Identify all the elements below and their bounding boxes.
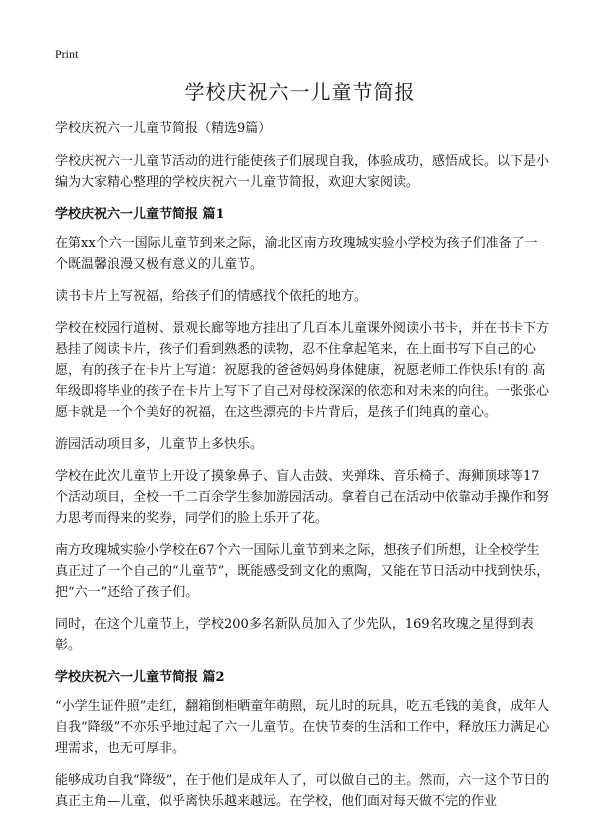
document-subtitle: 学校庆祝六一儿童节简报（精选9篇） (55, 121, 272, 136)
paragraph: 同时，在这个儿童节上，学校200多名新队员加入了少先队，169名玫瑰之星得到表彰。 (55, 617, 534, 653)
paragraph: 能够成功自我“降级”，在于他们是成年人了，可以做自己的主。然而，六一这个节日的真正主角—儿童，似乎离快乐越来越远。在学校，他们面对每天做不完的作业 (55, 773, 550, 809)
paragraph: “小学生证件照”走红，翻箱倒柜晒童年萌照，玩儿时的玩具，吃五毛钱的美食，成年人自我“降级”不亦乐乎地过起了六一儿童节。在快节奏的生活和工作中，释放压力满足心理需求，也无可厚非。 (55, 699, 550, 756)
section-heading-1: 学校庆祝六一儿童节简报 篇1 (55, 207, 225, 222)
paragraph: 读书卡片上写祝福，给孩子们的情感找个依托的地方。 (55, 289, 368, 304)
print-link[interactable]: Print (55, 47, 79, 61)
paragraph: 在第xx个六一国际儿童节到来之际，渝北区南方玫瑰城实验小学校为孩子们准备了一个既温馨浪漫又极有意义的儿童节。 (55, 236, 538, 272)
document-body (55, 118, 550, 823)
paragraph: 学校在校园行道树、景观长廊等地方挂出了几百本儿童课外阅读小书卡，并在书卡下方悬挂了阅读卡片，孩子们看到熟悉的读物，忍不住拿起笔来，在上面书写下自己的心愿，有的孩子在卡片上写道：祝愿我的爸爸妈妈身体健康，祝愿老师工作快乐!有的 高年级即将毕业的孩子在卡片上写下了自己对母校深深的依恋和对未来的向往。一张张心愿卡就是一个个美好的祝福，在这些漂亮的卡片背后，是孩子们纯真的童心。 (55, 321, 550, 420)
section-heading-2: 学校庆祝六一儿童节简报 篇2 (55, 670, 225, 685)
paragraph: 学校在此次儿童节上开设了摸象鼻子、盲人击鼓、夹弹珠、音乐椅子、海狮顶球等17个活动项目，全校一千二百余学生参加游园活动。拿着自己在活动中依靠动手操作和努力思考而得来的奖券，同学们的脸上乐开了花。 (55, 469, 550, 526)
intro-paragraph: 学校庆祝六一儿童节活动的进行能使孩子们展现自我，体验成功，感悟成长。以下是小编为大家精心整理的学校庆祝六一儿童节简报，欢迎大家阅读。 (55, 154, 550, 190)
paragraph: 游园活动项目多，儿童节上多快乐。 (55, 437, 264, 452)
document-title: 学校庆祝六一儿童节简报 (184, 80, 416, 104)
paragraph: 南方玫瑰城实验小学校在67个六一国际儿童节到来之际，想孩子们所想，让全校学生真正过了一个自己的“儿童节”，既能感受到文化的熏陶，又能在节日活动中找到快乐，把“六一”还给了孩子们。 (55, 543, 550, 600)
